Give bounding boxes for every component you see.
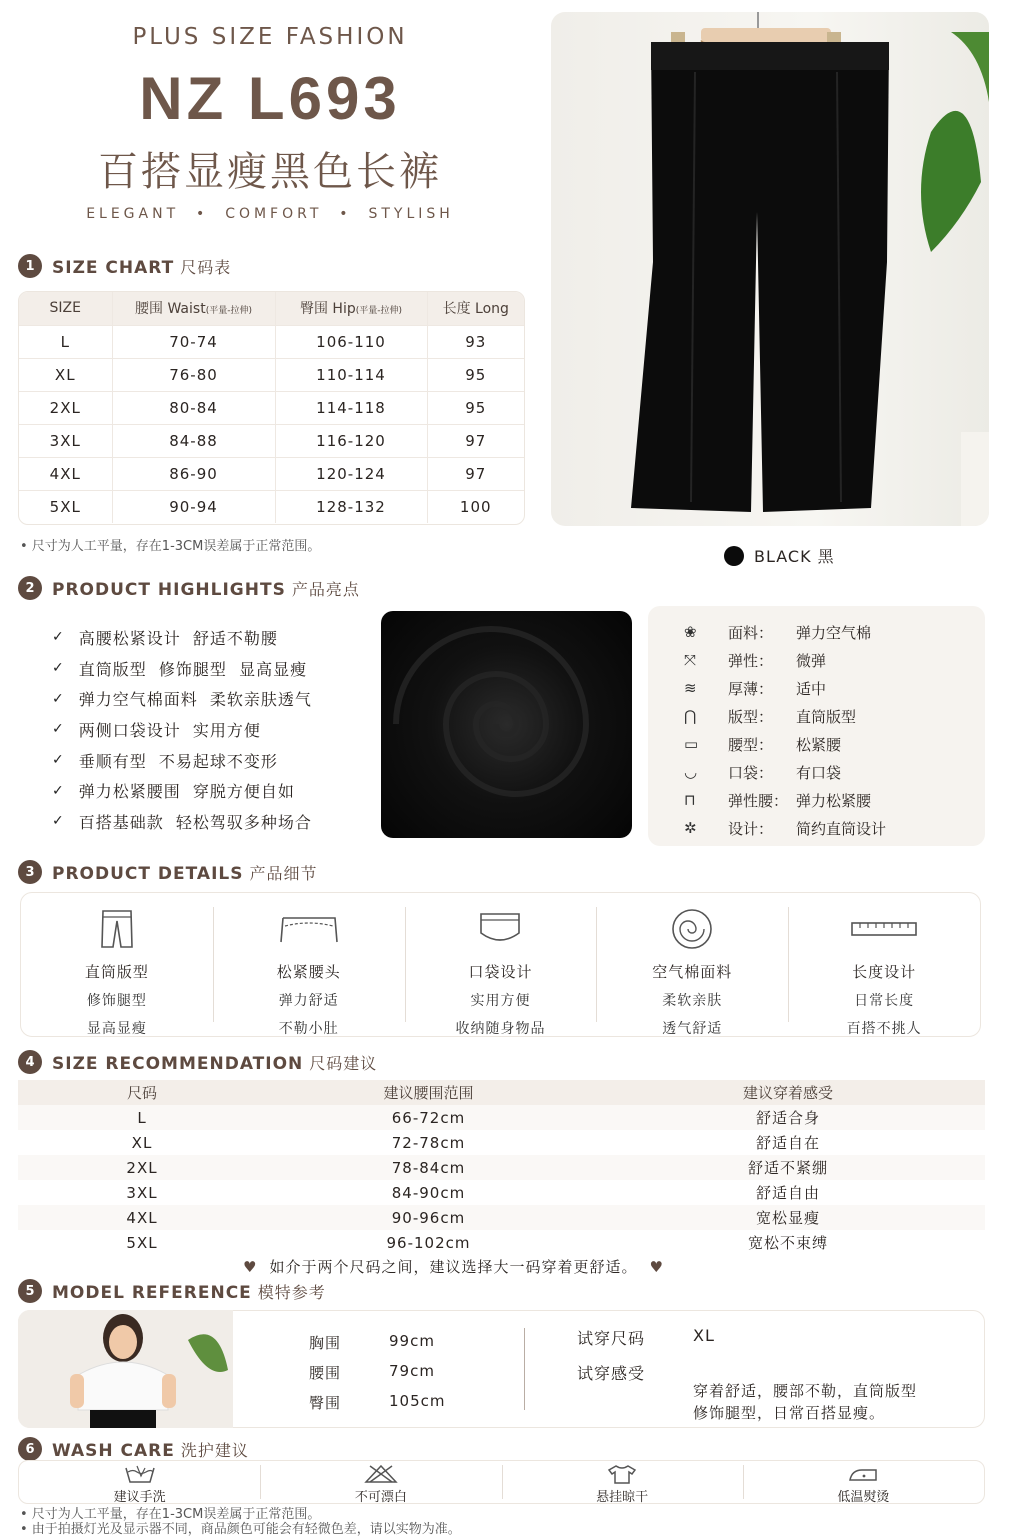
highlight-text: 弹力空气棉面料 柔软亲肤透气	[78, 690, 312, 710]
highlight-text: 直筒版型 修饰腿型 显高显瘦	[78, 659, 308, 679]
table-row	[19, 325, 524, 358]
spec-row	[684, 702, 985, 730]
highlight-text: 百搭基础款 轻松驾驭多种场合	[78, 812, 312, 832]
section-title-cn: 洗护建议	[180, 1440, 249, 1460]
col-waist	[112, 292, 275, 325]
chest-value: 99cm	[389, 1332, 435, 1350]
low-iron-icon	[743, 1464, 984, 1486]
table-row	[19, 424, 524, 457]
col-size: SIZE	[19, 292, 112, 325]
cell-length: 97	[427, 424, 524, 457]
detail-title: 直筒版型	[84, 963, 149, 981]
trial-feel-line: 修饰腿型，日常百搭显瘦。	[693, 1404, 886, 1422]
detail-item	[596, 893, 788, 1036]
trial-size-value: XL	[693, 1326, 715, 1345]
cell-hip: 120-124	[275, 457, 427, 490]
col-waist-range: 建议腰围范围	[266, 1080, 591, 1105]
check-icon: ✓	[52, 721, 65, 738]
col-feel: 建议穿着感受	[591, 1080, 985, 1105]
table-row	[18, 1230, 985, 1255]
table-row	[18, 1205, 985, 1230]
list-item	[52, 806, 312, 837]
check-icon: ✓	[52, 629, 65, 646]
section-title-cn: 模特参考	[257, 1282, 326, 1302]
ruler-icon	[788, 907, 980, 951]
spec-label: 弹性：	[728, 651, 774, 670]
spec-row	[684, 730, 985, 758]
no-bleach-icon	[260, 1464, 501, 1486]
highlight-text: 垂顺有型 不易起球不变形	[78, 751, 278, 771]
straight-pants-icon	[21, 907, 213, 951]
pants-on-hanger-image	[551, 12, 989, 526]
section-title-en: SIZE CHART	[52, 257, 175, 278]
product-photo	[551, 12, 989, 526]
fabric-texture	[381, 611, 632, 838]
wash-item	[502, 1461, 743, 1503]
spec-value: 直筒版型	[796, 707, 857, 726]
size-recommendation-table	[18, 1080, 985, 1255]
cell-waist-range: 78-84cm	[266, 1155, 591, 1180]
spec-value: 适中	[796, 679, 827, 698]
section-number: 1	[18, 254, 42, 278]
detail-title: 长度设计	[852, 963, 917, 981]
cell-hip: 106-110	[275, 325, 427, 358]
fabric-icon: ❀	[684, 623, 697, 641]
section-number: 2	[18, 576, 42, 600]
spec-value: 微弹	[796, 651, 827, 670]
size-chart-table	[18, 291, 525, 525]
cell-size: 2XL	[18, 1155, 266, 1180]
footer-notes	[20, 1507, 461, 1537]
model-image	[18, 1310, 233, 1428]
spec-label: 设计：	[728, 819, 774, 838]
section-number: 6	[18, 1437, 42, 1461]
section-title-cn: 尺码表	[180, 257, 232, 277]
section-wash-header	[18, 1436, 249, 1462]
cell-hip: 110-114	[275, 358, 427, 391]
section-title-cn: 尺码建议	[309, 1053, 378, 1073]
cell-waist-range: 66-72cm	[266, 1105, 591, 1130]
cell-feel: 舒适合身	[591, 1105, 985, 1130]
tagline: ELEGANT • COMFORT • STYLISH	[86, 206, 454, 222]
detail-line: 透气舒适	[662, 1021, 723, 1037]
layers-icon: ≋	[684, 679, 697, 697]
detail-line: 不勒小肚	[278, 1021, 339, 1037]
list-item	[52, 745, 312, 776]
section-title-en: PRODUCT DETAILS	[52, 863, 244, 884]
section-title	[52, 577, 360, 600]
specs-panel	[648, 606, 985, 846]
rec-header-row	[18, 1080, 985, 1105]
cell-size: L	[18, 1105, 266, 1130]
section-title-cn: 产品亮点	[291, 579, 360, 599]
color-swatch	[724, 546, 744, 566]
cell-feel: 舒适自由	[755, 1184, 820, 1202]
model-number: NZ L693	[139, 65, 401, 132]
model-photo	[18, 1310, 233, 1428]
size-chart-header-row	[19, 292, 524, 325]
cell-length: 95	[427, 391, 524, 424]
detail-line: 收纳随身物品	[455, 1021, 546, 1037]
spec-value: 简约直筒设计	[796, 819, 887, 838]
elastic-waist-icon: ⊓	[684, 791, 696, 809]
list-item	[52, 683, 312, 714]
section-number: 3	[18, 860, 42, 884]
section-model-header	[18, 1278, 326, 1304]
spec-label: 口袋：	[728, 763, 774, 782]
design-icon: ✲	[684, 819, 697, 837]
heart-icon: ♥	[649, 1257, 664, 1276]
section-title	[52, 861, 317, 884]
col-hip-label: 臀围 Hip	[299, 301, 356, 318]
cell-waist: 70-74	[112, 325, 275, 358]
list-item	[52, 622, 312, 653]
section-number: 5	[18, 1279, 42, 1303]
detail-line: 弹力舒适	[278, 993, 339, 1009]
wash-care-panel	[18, 1460, 985, 1504]
col-hip	[275, 292, 427, 325]
section-recommendation-header	[18, 1049, 377, 1075]
highlight-text: 弹力松紧腰围 穿脱方便自如	[78, 782, 295, 802]
section-title-en: MODEL REFERENCE	[52, 1282, 252, 1303]
cell-waist: 84-88	[112, 424, 275, 457]
cell-size: 5XL	[19, 490, 112, 523]
waist-label: 腰围	[309, 1364, 342, 1382]
cell-waist-range: 96-102cm	[386, 1233, 471, 1252]
spec-value: 松紧腰	[796, 735, 842, 754]
color-option	[724, 544, 835, 567]
pocket-icon: ◡	[684, 763, 698, 781]
spec-value: 有口袋	[796, 763, 842, 782]
detail-title: 松紧腰头	[276, 963, 341, 981]
table-row	[19, 391, 524, 424]
highlights-list	[52, 622, 312, 837]
detail-line: 显高显瘦	[86, 1021, 147, 1037]
hang-dry-icon	[502, 1464, 743, 1486]
section-highlights-header	[18, 575, 360, 601]
cell-feel: 宽松显瘦	[591, 1205, 985, 1230]
col-size: 尺码	[18, 1080, 266, 1105]
highlight-text: 两侧口袋设计 实用方便	[78, 720, 261, 740]
detail-item	[405, 893, 597, 1036]
spec-row	[684, 758, 985, 786]
spec-row	[684, 814, 985, 842]
trial-feel-line: 穿着舒适，腰部不勒，直筒版型	[693, 1382, 918, 1400]
cell-waist: 86-90	[112, 457, 275, 490]
spec-row	[684, 786, 985, 814]
cell-waist-range: 72-78cm	[391, 1133, 466, 1152]
cell-length: 95	[427, 358, 524, 391]
col-length: 长度 Long	[427, 292, 524, 325]
brand-subtitle: PLUS SIZE FASHION	[132, 24, 408, 50]
waist-value: 79cm	[389, 1362, 435, 1380]
cell-feel: 舒适自在	[755, 1134, 820, 1152]
list-item	[52, 775, 312, 806]
cell-size: 4XL	[18, 1205, 266, 1230]
cell-hip: 114-118	[275, 391, 427, 424]
cell-waist: 76-80	[112, 358, 275, 391]
cell-length: 100	[427, 490, 524, 523]
footer-note: • 尺寸为人工平量，存在1-3CM误差属于正常范围。	[20, 1507, 321, 1522]
spec-label: 腰型：	[728, 735, 774, 754]
spec-row	[684, 674, 985, 702]
section-title	[52, 1438, 249, 1461]
stretch-icon: ⤧	[684, 651, 697, 669]
trial-size-label: 试穿尺码	[577, 1329, 646, 1348]
table-row	[18, 1180, 985, 1205]
wash-label: 悬挂晾干	[596, 1490, 649, 1505]
detail-line: 实用方便	[470, 993, 531, 1009]
cell-size: 4XL	[19, 457, 112, 490]
check-icon: ✓	[52, 813, 65, 830]
section-title	[52, 1051, 377, 1074]
cell-size: XL	[131, 1133, 153, 1152]
detail-title: 空气棉面料	[652, 963, 733, 981]
col-waist-label: 腰围 Waist	[135, 301, 206, 318]
wash-label: 不可漂白	[354, 1490, 407, 1505]
table-row	[18, 1155, 985, 1180]
detail-line: 百搭不挑人	[846, 1021, 922, 1037]
hand-wash-icon	[19, 1464, 260, 1486]
list-item	[52, 653, 312, 684]
hip-label: 臀围	[309, 1394, 342, 1412]
size-tip	[243, 1256, 664, 1277]
section-size-chart-header	[18, 253, 231, 279]
spec-row	[684, 618, 985, 646]
divider	[524, 1328, 525, 1410]
section-details-header	[18, 859, 317, 885]
spec-label: 面料：	[728, 623, 774, 642]
cell-waist: 80-84	[112, 391, 275, 424]
fabric-swirl-image	[381, 611, 632, 838]
wash-item	[743, 1461, 984, 1503]
cell-waist-range: 90-96cm	[266, 1205, 591, 1230]
pocket-icon	[405, 907, 597, 951]
section-number: 4	[18, 1050, 42, 1074]
cell-hip: 128-132	[275, 490, 427, 523]
table-row	[19, 358, 524, 391]
spec-label: 厚薄：	[728, 679, 774, 698]
section-title-cn: 产品细节	[249, 863, 318, 883]
section-title-en: WASH CARE	[52, 1440, 175, 1461]
cell-size: 2XL	[19, 391, 112, 424]
cell-feel: 舒适不紧绷	[591, 1155, 985, 1180]
highlight-text: 高腰松紧设计 舒适不勒腰	[78, 628, 278, 648]
pants-icon: ⋂	[684, 707, 697, 725]
cell-length: 93	[427, 325, 524, 358]
spec-label: 版型：	[728, 707, 774, 726]
section-title	[52, 1280, 326, 1303]
detail-line: 修饰腿型	[86, 993, 147, 1009]
spec-label: 弹性腰：	[728, 791, 789, 810]
table-row	[19, 457, 524, 490]
footer-note: • 由于拍摄灯光及显示器不同，商品颜色可能会有轻微色差，请以实物为准。	[20, 1522, 461, 1537]
heart-icon: ♥	[243, 1257, 258, 1276]
detail-item	[788, 893, 980, 1036]
air-cotton-icon	[596, 907, 788, 951]
elastic-waist-icon	[213, 907, 405, 951]
details-panel	[20, 892, 981, 1037]
table-row	[18, 1130, 985, 1155]
section-title-en: SIZE RECOMMENDATION	[52, 1053, 304, 1074]
cell-size: 5XL	[126, 1233, 158, 1252]
check-icon: ✓	[52, 690, 65, 707]
hip-value: 105cm	[389, 1392, 446, 1410]
spec-value: 弹力空气棉	[796, 623, 872, 642]
detail-line: 日常长度	[854, 993, 915, 1009]
product-name: 百搭显瘦黑色长裤	[98, 149, 442, 195]
list-item	[52, 714, 312, 745]
size-chart-note: • 尺寸为人工平量，存在1-3CM误差属于正常范围。	[20, 539, 321, 554]
section-title-en: PRODUCT HIGHLIGHTS	[52, 579, 286, 600]
check-icon: ✓	[52, 782, 65, 799]
cell-feel: 宽松不束缚	[747, 1234, 828, 1252]
color-name: BLACK 黑	[754, 547, 835, 566]
wash-label: 低温熨烫	[837, 1490, 890, 1505]
cell-length: 97	[427, 457, 524, 490]
cell-waist-range: 84-90cm	[391, 1183, 466, 1202]
col-waist-note: (平量-拉伸)	[205, 306, 252, 317]
check-icon: ✓	[52, 660, 65, 677]
cell-waist: 90-94	[112, 490, 275, 523]
table-row	[18, 1105, 985, 1130]
cell-size: 3XL	[126, 1183, 158, 1202]
spec-value: 弹力松紧腰	[796, 791, 872, 810]
table-row	[19, 490, 524, 523]
trial-feel-label: 试穿感受	[577, 1364, 646, 1383]
detail-title: 口袋设计	[468, 963, 533, 981]
check-icon: ✓	[52, 752, 65, 769]
cell-size: XL	[19, 358, 112, 391]
wash-item	[19, 1461, 260, 1503]
col-hip-note: (平量-拉伸)	[355, 306, 403, 317]
waistband-icon: ▭	[684, 735, 699, 753]
wash-label: 建议手洗	[113, 1490, 166, 1505]
size-tip-text: 如介于两个尺码之间，建议选择大一码穿着更舒适。	[269, 1258, 638, 1276]
detail-item	[213, 893, 405, 1036]
cell-hip: 116-120	[275, 424, 427, 457]
wash-item	[260, 1461, 501, 1503]
cell-size: L	[19, 325, 112, 358]
spec-row	[684, 646, 985, 674]
detail-line: 柔软亲肤	[662, 993, 723, 1009]
section-title	[52, 255, 231, 278]
detail-item	[21, 893, 213, 1036]
cell-size: 3XL	[19, 424, 112, 457]
chest-label: 胸围	[309, 1334, 342, 1352]
